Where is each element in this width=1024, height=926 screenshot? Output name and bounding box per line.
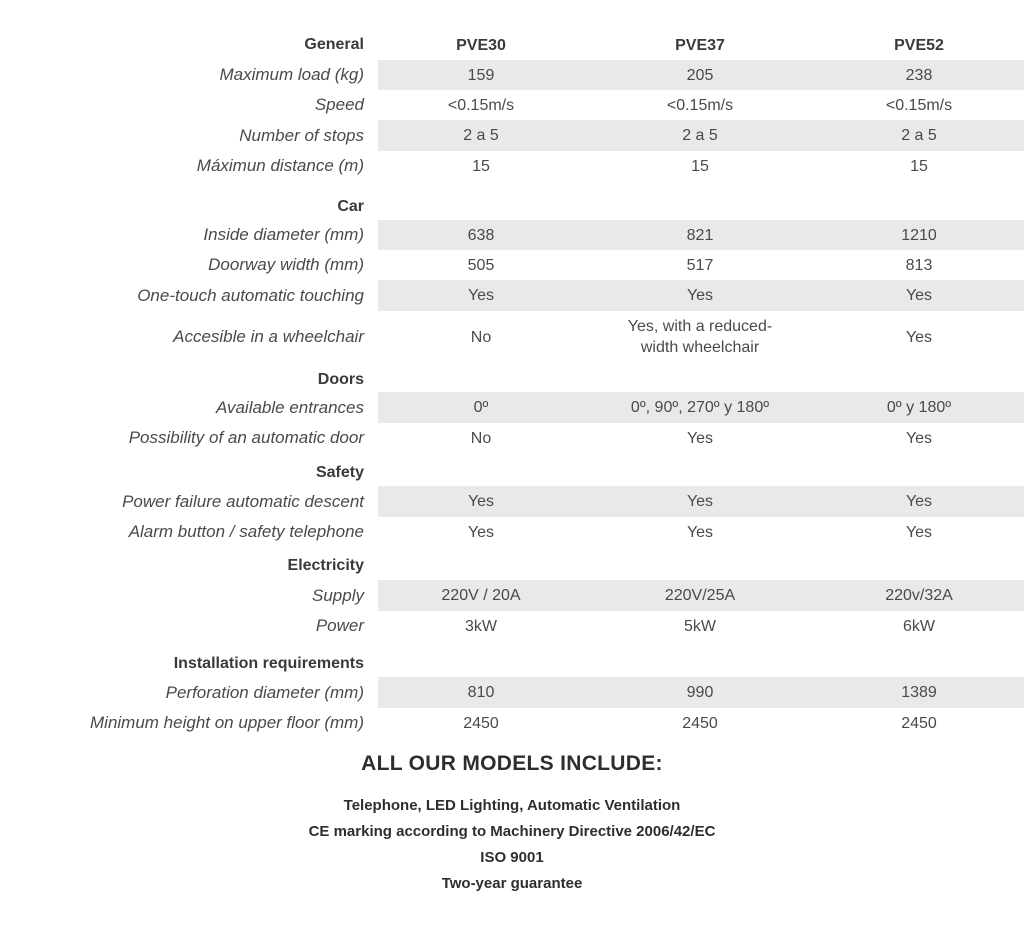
value-pve30: 810 <box>467 684 495 701</box>
included-feature: CE marking according to Machinery Directive 2006/42/EC <box>308 823 716 840</box>
row-label: Doorway width (mm) <box>208 255 364 274</box>
row-power-failure <box>0 486 1024 517</box>
section-header-installation <box>0 650 1024 678</box>
value-pve30: 220V / 20A <box>441 587 521 604</box>
value-pve30: 159 <box>467 66 495 84</box>
value-pve52: Yes <box>905 287 933 304</box>
value-pve37: 517 <box>686 256 714 274</box>
value-pve30: Yes <box>467 287 495 304</box>
value-pve30: No <box>470 429 492 447</box>
row-label: Speed <box>314 95 364 114</box>
row-label: Power <box>315 616 364 635</box>
section-title-doors: Doors <box>317 371 364 388</box>
row-doorway-width <box>0 250 1024 280</box>
row-distance <box>0 151 1024 181</box>
value-pve52: 0º y 180º <box>886 399 952 416</box>
value-pve30: 15 <box>472 157 490 175</box>
value-pve52: Yes <box>905 493 933 510</box>
row-label: Accesible in a wheelchair <box>173 327 364 346</box>
value-pve52: 1389 <box>901 684 937 701</box>
row-label: Perforation diameter (mm) <box>165 682 364 702</box>
row-automatic-door <box>0 423 1024 453</box>
section-title-electricity: Electricity <box>287 557 364 574</box>
value-pve52: 220v/32A <box>885 587 953 604</box>
included-feature: Two-year guarantee <box>441 875 583 892</box>
row-supply <box>0 580 1024 611</box>
value-pve30: 2450 <box>463 714 499 732</box>
row-alarm <box>0 517 1024 547</box>
value-pve30: Yes <box>467 523 495 541</box>
row-label: Inside diameter (mm) <box>203 225 364 244</box>
row-one-touch <box>0 280 1024 311</box>
value-pve30: 0º <box>473 399 489 416</box>
value-pve30: 2 a 5 <box>463 127 499 144</box>
value-pve52: Yes <box>905 429 933 447</box>
models-include-section <box>0 752 1024 897</box>
section-title-safety: Safety <box>315 464 364 481</box>
row-min-height <box>0 708 1024 738</box>
value-pve52: Yes <box>905 523 933 541</box>
value-pve37: 205 <box>686 66 714 84</box>
value-pve37: 2450 <box>682 714 718 732</box>
row-label: Supply <box>312 585 364 605</box>
row-stops <box>0 120 1024 151</box>
value-pve30: Yes <box>467 493 495 510</box>
model-pve37-header: PVE37 <box>675 36 725 54</box>
value-pve30: 505 <box>467 256 495 274</box>
row-power <box>0 611 1024 641</box>
value-pve52: 238 <box>905 66 933 84</box>
value-pve52: 2450 <box>901 714 937 732</box>
value-pve37: Yes <box>686 429 714 447</box>
row-speed <box>0 90 1024 120</box>
value-pve30: No <box>470 328 492 346</box>
value-pve52: 2 a 5 <box>901 127 937 144</box>
row-inside-diameter <box>0 220 1024 250</box>
value-pve37: 2 a 5 <box>682 127 718 144</box>
section-header-doors <box>0 366 1024 394</box>
value-pve37: 0º, 90º, 270º y 180º <box>630 399 770 416</box>
section-title-installation: Installation requirements <box>173 655 364 672</box>
row-entrances <box>0 392 1024 423</box>
models-include-title: ALL OUR MODELS INCLUDE: <box>361 752 663 775</box>
model-pve52-header: PVE52 <box>894 36 944 54</box>
row-max-load <box>0 60 1024 90</box>
value-pve52: Yes <box>905 328 933 346</box>
row-perforation <box>0 677 1024 708</box>
section-title-general: General <box>304 36 364 53</box>
value-pve52: <0.15m/s <box>885 96 953 114</box>
value-pve52: 1210 <box>901 226 937 244</box>
value-pve52: 15 <box>910 157 928 175</box>
section-title-car: Car <box>337 198 364 215</box>
row-label: Alarm button / safety telephone <box>128 522 364 541</box>
model-pve30-header: PVE30 <box>456 36 506 54</box>
section-header-general <box>0 30 1024 60</box>
row-label: Possibility of an automatic door <box>128 428 364 447</box>
section-header-electricity <box>0 552 1024 580</box>
value-pve37: Yes <box>686 287 714 304</box>
row-label: Number of stops <box>239 125 364 145</box>
value-pve37: 821 <box>686 226 714 244</box>
value-pve37: Yes, with a reduced-width wheelchair <box>627 318 773 356</box>
value-pve37: 990 <box>686 684 714 701</box>
row-label: One-touch automatic touching <box>137 285 364 305</box>
value-pve37: Yes <box>686 493 714 510</box>
row-label: Máximun distance (m) <box>196 156 364 175</box>
value-pve37: 220V/25A <box>664 587 736 604</box>
value-pve37: Yes <box>686 523 714 541</box>
value-pve37: 5kW <box>684 617 716 635</box>
row-label: Power failure automatic descent <box>122 491 364 511</box>
included-feature: ISO 9001 <box>480 849 544 866</box>
row-wheelchair <box>0 315 1024 359</box>
value-pve30: 638 <box>467 226 495 244</box>
row-label: Maximum load (kg) <box>219 65 364 84</box>
value-pve52: 6kW <box>903 617 935 635</box>
section-header-car <box>0 193 1024 221</box>
row-label: Available entrances <box>215 397 364 417</box>
section-header-safety <box>0 459 1024 487</box>
row-label: Minimum height on upper floor (mm) <box>90 713 364 732</box>
value-pve37: <0.15m/s <box>666 96 734 114</box>
value-pve30: 3kW <box>465 617 497 635</box>
included-feature: Telephone, LED Lighting, Automatic Ventilation <box>343 797 681 814</box>
value-pve52: 813 <box>905 256 933 274</box>
value-pve30: <0.15m/s <box>447 96 515 114</box>
value-pve37: 15 <box>691 157 709 175</box>
